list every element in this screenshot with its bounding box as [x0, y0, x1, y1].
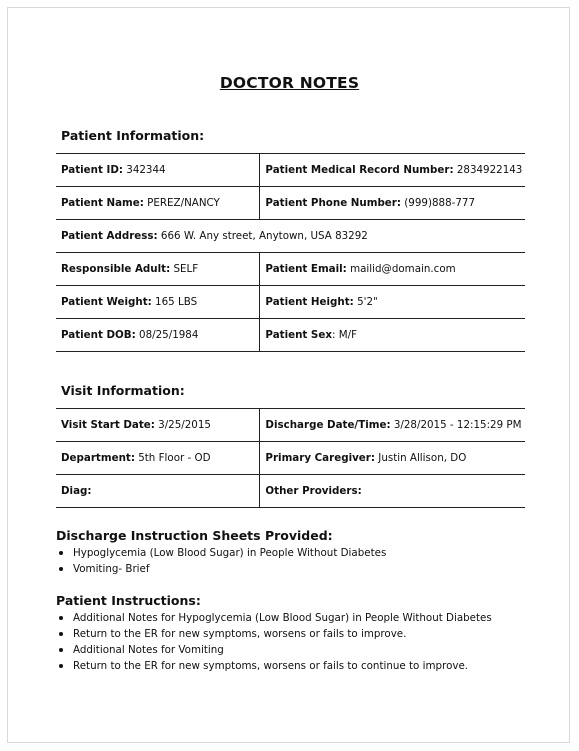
visit-start-value: 3/25/2015 — [158, 419, 211, 431]
other-providers-label: Other Providers: — [265, 485, 362, 497]
table-row — [56, 154, 525, 187]
patient-weight-label: Patient Weight: — [61, 296, 152, 308]
patient-sex-label: Patient Sex — [265, 329, 332, 341]
patient-mrn-label: Patient Medical Record Number: — [265, 164, 454, 176]
patient-sex-value: : M/F — [331, 329, 357, 341]
bullet-icon — [59, 632, 63, 636]
patient-phone-value: (999)888-777 — [404, 197, 475, 209]
patient-height-value: 5'2" — [357, 296, 378, 308]
visit-information-table — [56, 408, 525, 508]
visit-start-cell — [56, 409, 260, 442]
table-row — [56, 409, 525, 442]
responsible-adult-label: Responsible Adult: — [61, 263, 171, 275]
department-value: 5th Floor - OD — [138, 452, 211, 464]
patient-phone-label: Patient Phone Number: — [265, 197, 401, 209]
patient-dob-cell — [56, 319, 260, 352]
discharge-datetime-label: Discharge Date/Time: — [265, 419, 391, 431]
patient-instructions-heading: Patient Instructions: — [56, 593, 201, 608]
patient-email-label: Patient Email: — [265, 263, 347, 275]
patient-instructions-list — [56, 610, 492, 674]
patient-information-heading: Patient Information: — [61, 128, 205, 143]
table-row — [56, 220, 525, 253]
patient-height-label: Patient Height: — [265, 296, 354, 308]
bullet-icon — [59, 551, 63, 555]
primary-caregiver-label: Primary Caregiver: — [265, 452, 375, 464]
bullet-icon — [59, 664, 63, 668]
patient-height-cell — [260, 286, 525, 319]
patient-name-value: PEREZ/NANCY — [147, 197, 220, 209]
patient-email-value: mailid@domain.com — [350, 263, 456, 275]
list-item: Hypoglycemia (Low Blood Sugar) in People Without Diabetes — [56, 545, 386, 561]
patient-address-cell — [56, 220, 525, 253]
other-providers-cell — [260, 475, 525, 508]
bullet-icon — [59, 616, 63, 620]
patient-sex-cell — [260, 319, 525, 352]
patient-weight-cell — [56, 286, 260, 319]
patient-phone-cell — [260, 187, 525, 220]
discharge-datetime-cell — [260, 409, 525, 442]
patient-address-label: Patient Address: — [61, 230, 158, 242]
discharge-datetime-value: 3/28/2015 - 12:15:29 PM — [393, 419, 522, 431]
patient-id-cell — [56, 154, 260, 187]
department-cell — [56, 442, 260, 475]
patient-mrn-cell — [260, 154, 525, 187]
list-item: Return to the ER for new symptoms, worsens or fails to continue to improve. — [56, 658, 492, 674]
responsible-adult-cell — [56, 253, 260, 286]
responsible-adult-value: SELF — [173, 263, 199, 275]
patient-information-table — [56, 153, 525, 352]
visit-information-heading: Visit Information: — [61, 383, 185, 398]
table-row — [56, 253, 525, 286]
patient-dob-value: 08/25/1984 — [139, 329, 199, 341]
table-row — [56, 319, 525, 352]
bullet-icon — [59, 648, 63, 652]
list-item: Vomiting- Brief — [56, 561, 386, 577]
patient-id-value: 342344 — [126, 164, 166, 176]
bullet-icon — [59, 567, 63, 571]
diag-label: Diag: — [61, 485, 92, 497]
diag-cell — [56, 475, 260, 508]
visit-start-label: Visit Start Date: — [61, 419, 155, 431]
patient-email-cell — [260, 253, 525, 286]
patient-weight-value: 165 LBS — [155, 296, 198, 308]
patient-id-label: Patient ID: — [61, 164, 123, 176]
table-row — [56, 286, 525, 319]
department-label: Department: — [61, 452, 135, 464]
primary-caregiver-cell — [260, 442, 525, 475]
list-item: Return to the ER for new symptoms, worsens or fails to improve. — [56, 626, 492, 642]
patient-name-cell — [56, 187, 260, 220]
discharge-sheets-list — [56, 545, 386, 577]
list-item: Additional Notes for Vomiting — [56, 642, 492, 658]
patient-dob-label: Patient DOB: — [61, 329, 136, 341]
patient-mrn-value: 2834922143 — [456, 164, 523, 176]
table-row — [56, 442, 525, 475]
patient-address-value: 666 W. Any street, Anytown, USA 83292 — [160, 230, 368, 242]
list-item: Additional Notes for Hypoglycemia (Low Blood Sugar) in People Without Diabetes — [56, 610, 492, 626]
primary-caregiver-value: Justin Allison, DO — [378, 452, 467, 464]
patient-name-label: Patient Name: — [61, 197, 144, 209]
table-row — [56, 187, 525, 220]
page-title: DOCTOR NOTES — [219, 74, 360, 92]
discharge-sheets-heading: Discharge Instruction Sheets Provided: — [56, 528, 333, 543]
table-row — [56, 475, 525, 508]
